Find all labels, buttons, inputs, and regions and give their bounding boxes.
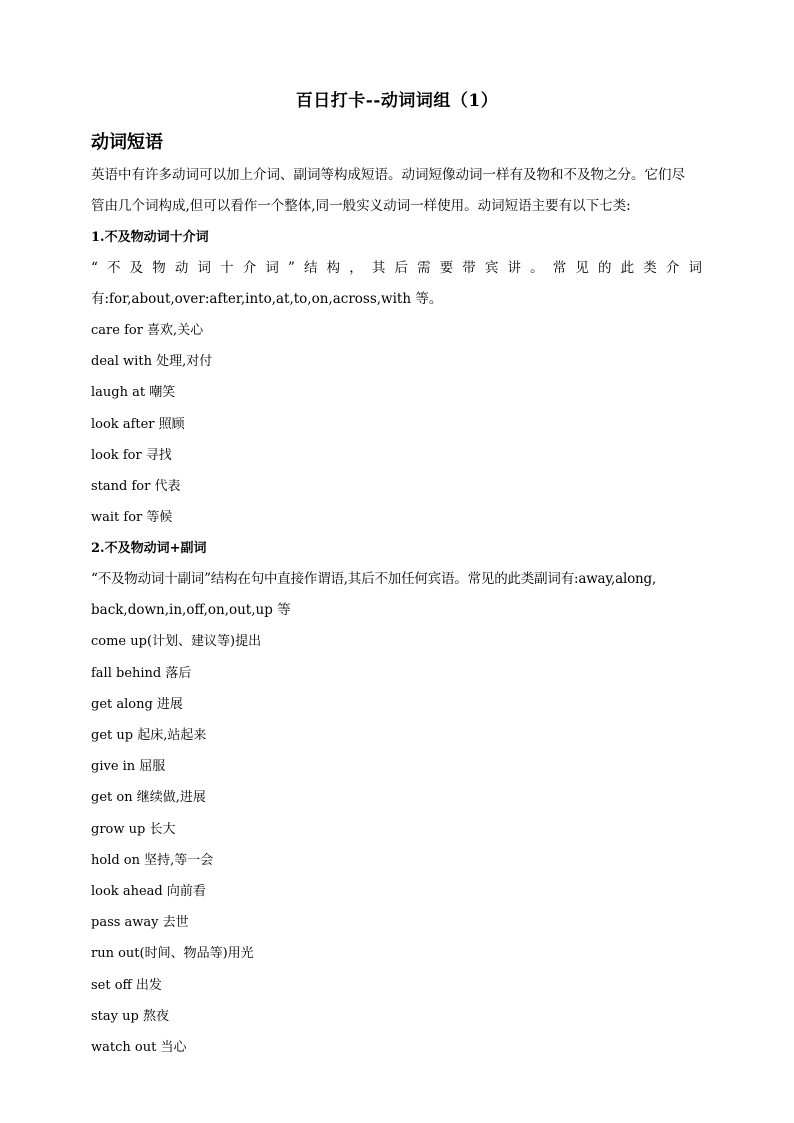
phrase-item: get along 进展 [91,696,183,712]
phrase-item: look ahead 向前看 [91,884,206,900]
phrase-item: give in 屈服 [91,759,166,775]
section2-title: 2.不及物动词+副词 [91,541,207,557]
phrase-item: laugh at 嘲笑 [91,385,176,401]
phrase-item: stand for 代表 [91,479,181,495]
phrase-item: pass away 去世 [91,915,189,931]
page-title: 百日打卡--动词词组（1） [295,91,499,111]
phrase-item: come up(计划、建议等)提出 [91,634,262,650]
section2-desc-line-2: back,down,in,off,on,out,up 等 [91,602,291,619]
phrase-item: fall behind 落后 [91,665,192,681]
phrase-item: set off 出发 [91,977,162,993]
section1-title: 1.不及物动词十介词 [91,230,209,245]
phrase-item: stay up 熬夜 [91,1008,169,1024]
section-heading: 动词短语 [91,132,163,153]
section2-desc-line-1: “不及物动词十副词”结构在句中直接作谓语,其后不加任何宾语。常见的此类副词有:away,along, [91,571,657,588]
phrase-item: look for 寻找 [91,447,172,463]
phrase-item: grow up 长大 [91,821,176,837]
section1-desc-line-2: 有:for,about,over:after,into,at,to,on,across,with 等。 [91,291,443,307]
phrase-item: wait for 等候 [91,510,173,526]
phrase-item: hold on 坚持,等一会 [91,852,214,868]
intro-line-2: 管由几个词构成,但可以看作一个整体,同一般实义动词一样使用。动词短语主要有以下七类: [91,198,631,214]
document-body [91,160,703,1063]
phrase-item: run out(时间、物品等)用光 [91,946,254,962]
phrase-item: look after 照顾 [91,416,185,432]
phrase-item: deal with 处理,对付 [91,354,213,370]
intro-line-1: 英语中有许多动词可以加上介词、副词等构成短语。动词短像动词一样有及物和不及物之分。它们尽 [91,167,685,183]
phrase-item: care for 喜欢,关心 [91,323,204,338]
phrase-item: watch out 当心 [91,1040,187,1056]
phrase-item: get up 起床,站起来 [91,728,207,744]
phrase-item: get on 继续做,进展 [91,790,206,806]
section1-desc-line-1: “不及物动词十介词”结构，其后需要带宾讲。常见的此类介词 [91,260,703,276]
